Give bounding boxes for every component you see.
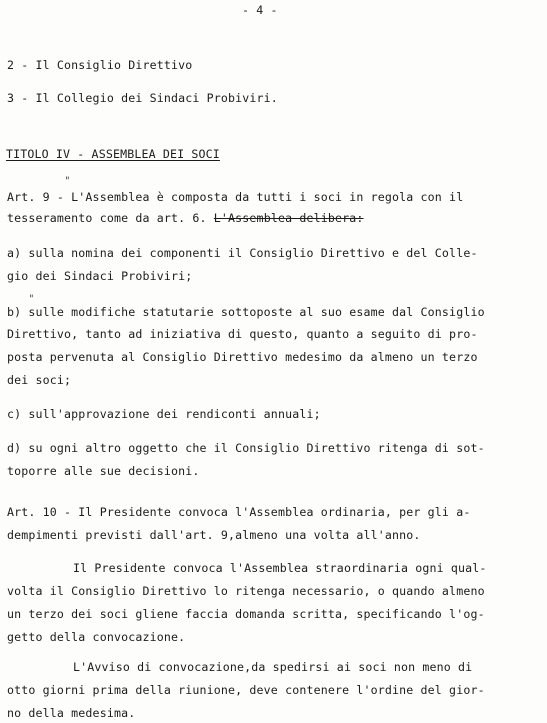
art9-line2 [7,211,364,225]
art9-item-a-line2: gio dei Sindaci Probiviri; [7,269,193,283]
handwritten-mark: " [29,294,34,305]
art9-item-b-line1: b) sulle modifiche statutarie sottoposte al suo esame dal Consiglio [7,305,485,319]
art9-item-d-line1: d) su ogni altro oggetto che il Consiglio Direttivo ritenga di sot- [7,441,485,455]
art9-line2-text: tesseramento come da art. 6. [7,211,214,225]
section-title: TITOLO IV - ASSEMBLEA DEI SOCI [6,147,220,161]
art9-item-a-line1: a) sulla nomina dei componenti il Consiglio Direttivo e del Colle- [7,246,478,260]
art9-item-c-line1: c) sull'approvazione dei rendiconti annuali; [7,407,321,421]
page-number: - 4 - [242,3,278,17]
handwritten-mark: " [65,176,70,187]
art10-para3-line1: L'Avviso di convocazione,da spedirsi ai soci non meno di [73,660,473,674]
art10-para3-line3: no della medesima. [7,706,136,720]
organ-item-3: 3 - Il Collegio dei Sindaci Probiviri. [7,91,278,105]
art10-para2-line1: Il Presidente convoca l'Assemblea straordinaria ogni qual- [73,561,487,575]
art9-item-b-line2: Direttivo, tanto ad iniziativa di questo, quanto a seguito di pro- [7,327,478,341]
art10-para2-line4: getto della convocazione. [7,630,186,644]
art9-line2-struck-text: L'Assemblea delibera: [213,211,364,225]
art10-para3-line2: otto giorni prima della riunione, deve contenere l'ordine del gior- [7,683,485,697]
art9-line1: Art. 9 - L'Assemblea è composta da tutti i soci in regola con il [7,190,464,204]
art9-item-d-line2: toporre alle sue decisioni. [7,464,200,478]
art10-para2-line2: volta il Consiglio Direttivo lo ritenga necessario, o quando almeno [7,584,485,598]
art9-item-b-line3: posta pervenuta al Consiglio Direttivo medesimo da almeno un terzo [7,350,478,364]
art10-para2-line3: un terzo dei soci gliene faccia domanda scritta, specificando l'og- [7,607,485,621]
art10-line2: dempimenti previsti dall'art. 9,almeno una volta all'anno. [7,528,421,542]
art10-line1: Art. 10 - Il Presidente convoca l'Assemblea ordinaria, per gli a- [7,505,471,519]
art9-item-b-line4: dei soci; [7,373,72,387]
organ-item-2: 2 - Il Consiglio Direttivo [7,58,193,72]
